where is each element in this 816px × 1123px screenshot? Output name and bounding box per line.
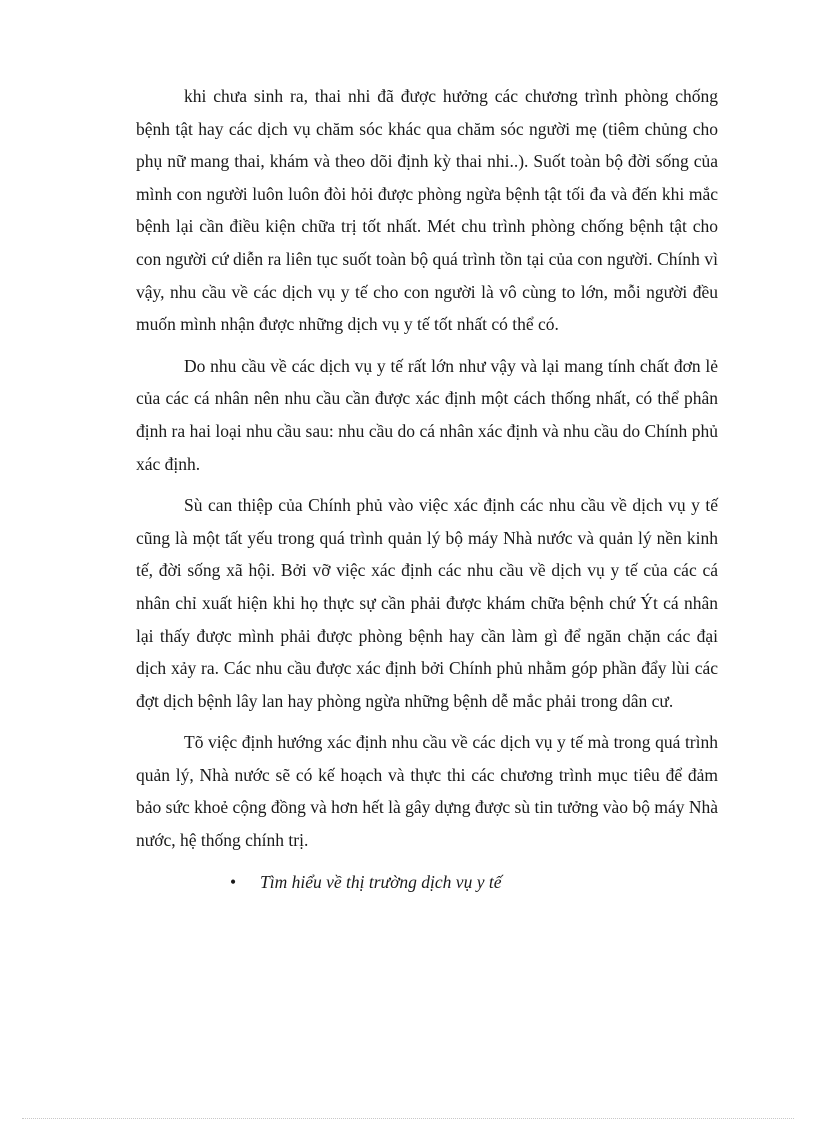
bullet-dot-icon: • xyxy=(230,871,237,892)
bullet-item-text: Tìm hiểu về thị trường dịch vụ y tế xyxy=(260,871,502,892)
paragraph-3: Sù can thiệp của Chính phủ vào việc xác định các nhu cầu về dịch vụ y tế cũng là một tất yếu trong quá trình quản lý bộ máy Nhà nước và quản lý nền kinh tế, đời sống xã hội. Bởi vỡ việc xác định các nhu cầu về dịch vụ y tế của các cá nhân chỉ xuất hiện khi họ thực sự cần phải được khám chữa bệnh chứ Ýt cá nhân lại thấy được mình phải được phòng bệnh hay cần làm gì để ngăn chặn các đại dịch xảy ra. Các nhu cầu được xác định bởi Chính phủ nhằm góp phần đẩy lùi các đợt dịch bệnh lây lan hay phòng ngừa những bệnh dễ mắc phải trong dân cư. xyxy=(136,495,718,711)
bullet-item xyxy=(230,866,718,899)
paragraph-4: Tõ việc định hướng xác định nhu cầu về các dịch vụ y tế mà trong quá trình quản lý, Nhà nước sẽ có kế hoạch và thực thi các chương trình mục tiêu để đảm bảo sức khoẻ cộng đồng và hơn hết là gây dựng được sù tin tưởng vào bộ máy Nhà nước, hệ thống chính trị. xyxy=(136,732,718,851)
paragraph-1: khi chưa sinh ra, thai nhi đã được hưởng các chương trình phòng chống bệnh tật hay các dịch vụ chăm sóc khác qua chăm sóc người mẹ (tiêm chủng cho phụ nữ mang thai, khám và theo dõi định kỳ thai nhi..). Suốt toàn bộ đời sống của mình con người luôn luôn đòi hỏi được phòng ngừa bệnh tật tối đa và đến khi mắc bệnh lại cần điều kiện chữa trị tốt nhất. Mét chu trình phòng chống bệnh tật cho con người cứ diễn ra liên tục suốt toàn bộ quá trình tồn tại của con người. Chính vì vậy, nhu cầu về các dịch vụ y tế cho con người là vô cùng to lớn, mỗi người đều muốn mình nhận được những dịch vụ y tế tốt nhất có thể có. xyxy=(136,86,718,335)
paragraph-2: Do nhu cầu về các dịch vụ y tế rất lớn như vậy và lại mang tính chất đơn lẻ của các cá nhân nên nhu cầu cần được xác định một cách thống nhất, có thể phân định ra hai loại nhu cầu sau: nhu cầu do cá nhân xác định và nhu cầu do Chính phủ xác định. xyxy=(136,355,718,474)
page-bottom-rule xyxy=(22,1118,794,1119)
document-body xyxy=(136,80,718,898)
